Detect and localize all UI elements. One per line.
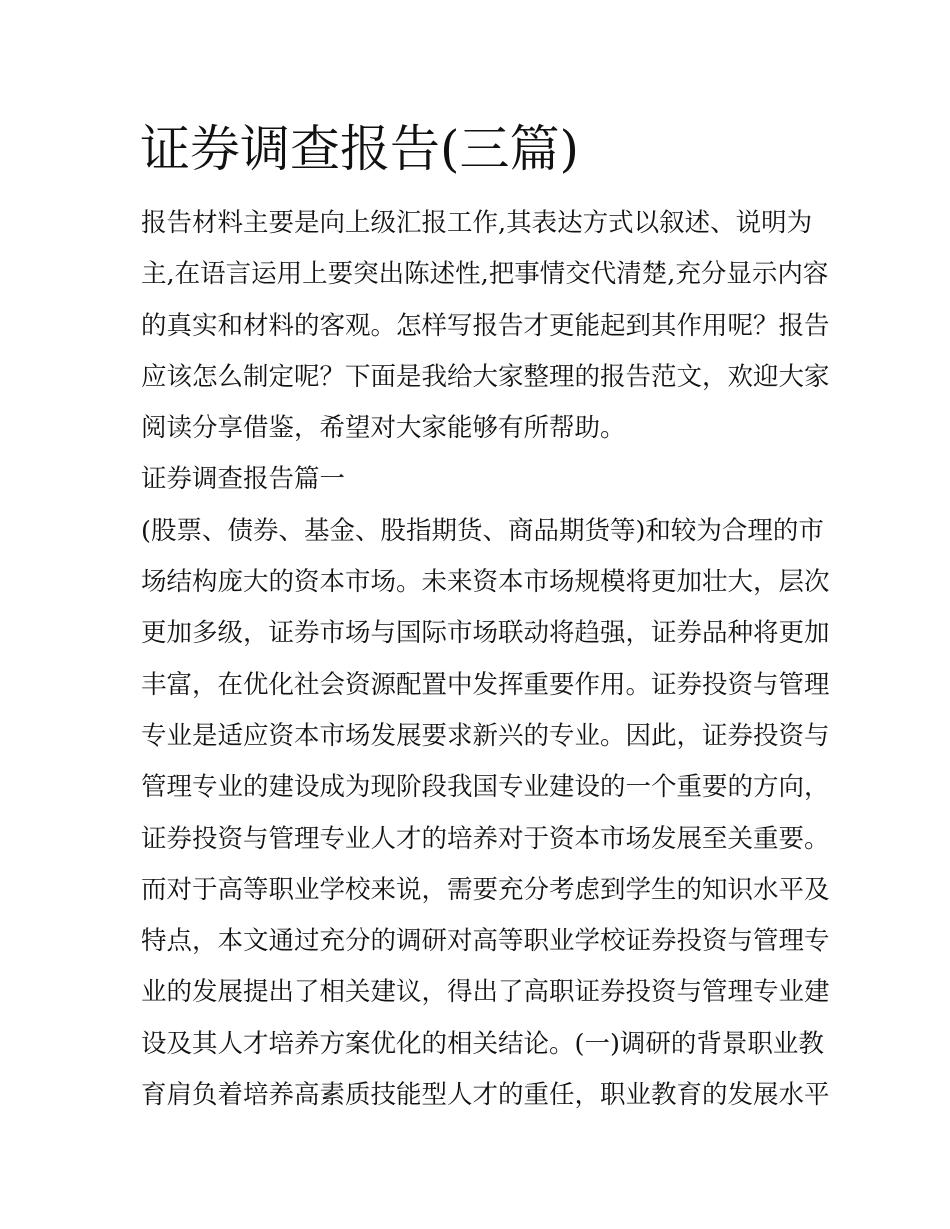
text-line: (股票、债券、基金、股指期货、商品期货等)和较为合理的市 [141, 515, 824, 546]
text-line: 而对于高等职业学校来说，需要充分考虑到学生的知识水平及 [141, 874, 830, 905]
document-title: 证券调查报告(三篇) [140, 120, 580, 178]
text-line: 丰富，在优化社会资源配置中发挥重要作用。证券投资与管理 [141, 669, 830, 700]
text-line: 设及其人才培养方案优化的相关结论。(一)调研的背景职业教 [141, 1028, 824, 1059]
text-line: 报告材料主要是向上级汇报工作,其表达方式以叙述、说明为 [141, 208, 813, 238]
text-line: 应该怎么制定呢？下面是我给大家整理的报告范文，欢迎大家 [141, 361, 830, 392]
text-line: 的真实和材料的客观。怎样写报告才更能起到其作用呢？报告 [141, 310, 830, 341]
text-line: 场结构庞大的资本市场。未来资本市场规模将更加壮大，层次 [141, 567, 830, 598]
text-line: 专业是适应资本市场发展要求新兴的专业。因此，证券投资与 [141, 720, 830, 751]
text-line: 育肩负着培养高素质技能型人才的重任，职业教育的发展水平 [141, 1080, 830, 1111]
text-line: 特点，本文通过充分的调研对高等职业学校证券投资与管理专 [141, 926, 830, 957]
text-line: 主,在语言运用上要突出陈述性,把事情交代清楚,充分显示内容 [141, 259, 829, 290]
text-line: 管理专业的建设成为现阶段我国专业建设的一个重要的方向， [141, 772, 830, 803]
text-line: 更加多级，证券市场与国际市场联动将趋强，证券品种将更加 [141, 618, 830, 649]
section-heading: 证券调查报告篇一 [141, 464, 346, 495]
text-line: 证券投资与管理专业人才的培养对于资本市场发展至关重要。 [141, 823, 830, 854]
text-line: 业的发展提出了相关建议，得出了高职证券投资与管理专业建 [141, 977, 830, 1008]
text-line: 阅读分享借鉴，希望对大家能够有所帮助。 [141, 413, 626, 444]
document-body [141, 201, 830, 1124]
